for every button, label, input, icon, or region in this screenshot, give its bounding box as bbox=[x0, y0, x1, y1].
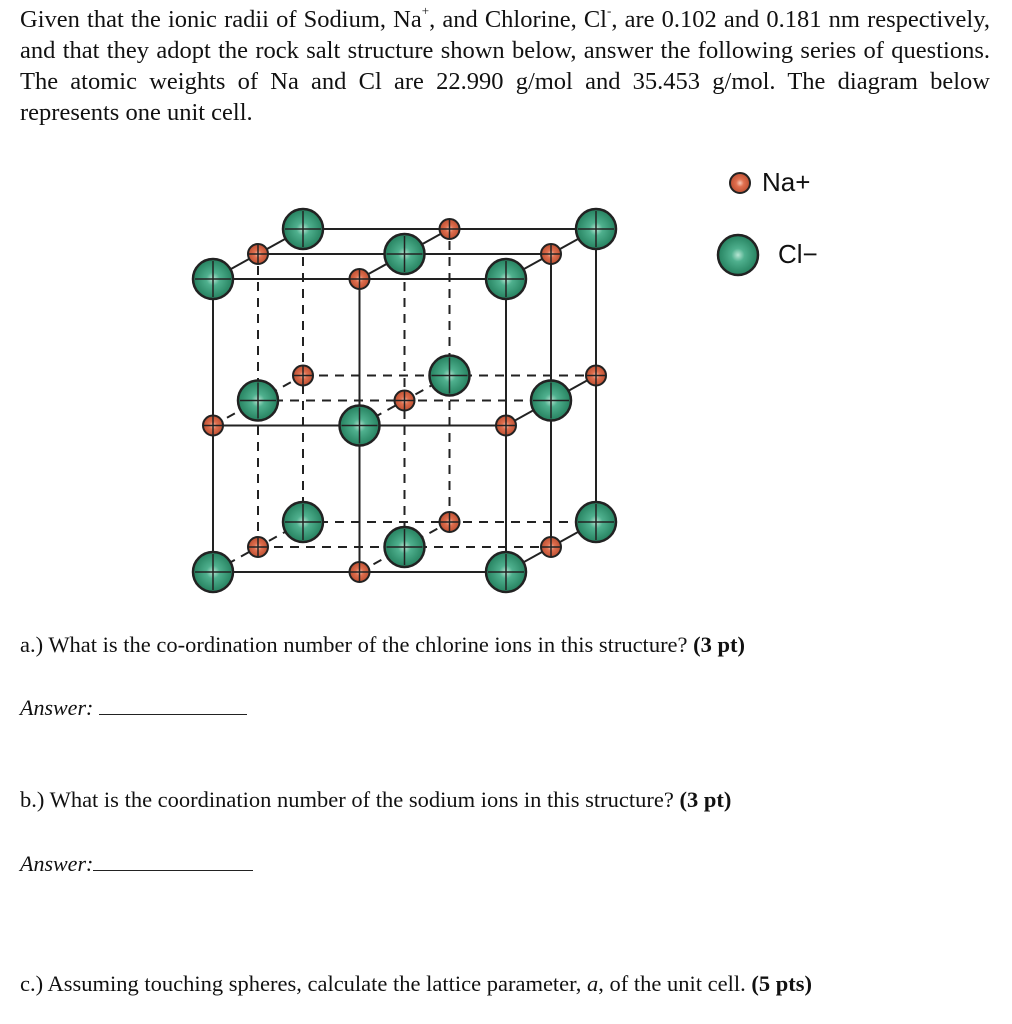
question-b-points: (3 pt) bbox=[679, 787, 732, 812]
question-c-text-b: , of the unit cell. bbox=[598, 971, 752, 996]
intro-text-part3: , are 0.102 and 0.181 nm respectively, and that they adopt the rock salt structure shown below, answer the following series of questions. The atomic weights of Na and Cl are 22.990 g/mol and 35.453 g/mol. The diagram below represents one unit cell. bbox=[20, 6, 990, 126]
question-c bbox=[20, 971, 812, 997]
question-c-points: (5 pts) bbox=[751, 971, 812, 996]
intro-text-part2: , and Chlorine, Cl bbox=[429, 6, 607, 33]
legend bbox=[718, 167, 818, 275]
question-a-text: a.) What is the co-ordination number of the chlorine ions in this structure? bbox=[20, 632, 694, 657]
sodium-charge: + bbox=[421, 2, 430, 18]
answer-a-blank[interactable] bbox=[99, 696, 247, 715]
answer-b bbox=[20, 851, 253, 877]
chlorine-legend-label: Cl− bbox=[778, 239, 818, 269]
answer-b-label: Answer: bbox=[20, 851, 94, 876]
answer-a-label: Answer: bbox=[20, 695, 94, 720]
chlorine-charge: - bbox=[606, 2, 612, 18]
lattice-atoms bbox=[193, 209, 616, 592]
sodium-legend-icon bbox=[730, 173, 750, 193]
chlorine-legend-icon bbox=[718, 235, 758, 275]
answer-a bbox=[20, 695, 247, 721]
question-c-text-a: c.) Assuming touching spheres, calculate the lattice parameter, bbox=[20, 971, 588, 996]
sodium-legend-label: Na+ bbox=[762, 167, 811, 197]
question-a bbox=[20, 632, 745, 658]
question-b-text: b.) What is the coordination number of the sodium ions in this structure? bbox=[20, 787, 680, 812]
answer-b-blank[interactable] bbox=[93, 852, 253, 871]
question-b bbox=[20, 787, 731, 813]
question-c-variable: a bbox=[587, 971, 599, 996]
intro-text-part1: Given that the ionic radii of Sodium, Na bbox=[20, 6, 422, 33]
question-a-points: (3 pt) bbox=[693, 632, 746, 657]
